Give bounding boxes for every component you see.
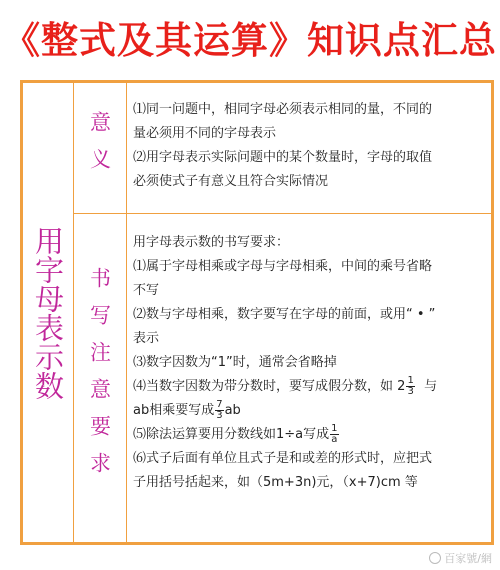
rules-content (133, 231, 481, 495)
fraction-numerator-2: 7 (216, 399, 223, 410)
division-fraction (330, 424, 338, 445)
label-cell-rules (73, 213, 126, 542)
rule-1-line-1: ⑴属于字母相乘或字母与字母相乘，中间的乘号省略 (133, 259, 433, 274)
label-meaning: 意义 (87, 111, 112, 185)
rule-4-line-2 (133, 399, 481, 423)
row-divider (73, 213, 491, 214)
rules-intro: 用字母表示数的书写要求： (133, 235, 290, 250)
summary-table (20, 80, 494, 545)
watermark (429, 550, 492, 566)
rule-1-line-2: 不写 (133, 283, 160, 298)
fraction-numerator-3: 1 (331, 423, 338, 434)
improper-fraction (215, 400, 223, 421)
left-header-text: 用字母表示数 (31, 225, 65, 400)
meaning-line-1: ⑴同一问题中，相同字母必须表示相同的量，不同的 (133, 102, 433, 117)
label-cell-meaning (73, 83, 126, 213)
watermark-text: 百家號/網 (444, 552, 492, 565)
fraction-denominator-2: 3 (216, 410, 223, 421)
rule-3: ⑶数字因数为“1”时，通常会省略掉 (133, 355, 337, 370)
rule-5-text: ⑸除法运算要用分数线如1÷a写成 (133, 427, 330, 442)
fraction-numerator: 1 (407, 375, 414, 386)
rule-4-text-a: ⑷当数字因数为带分数时，要写成假分数，如 (133, 379, 394, 394)
watermark-icon (429, 552, 441, 564)
rule-6-line-1: ⑹式子后面有单位且式子是和或差的形式时，应把式 (133, 451, 433, 466)
meaning-line-4: 必须使式子有意义且符合实际情况 (133, 174, 329, 189)
rule-4-text-c: ab相乘要写成 (133, 403, 215, 418)
rule-4-line-1 (133, 375, 481, 399)
rule-4-text-d: ab (224, 403, 241, 418)
rule-2-line-2: 表示 (133, 331, 160, 346)
fraction-denominator-3: a (331, 434, 338, 445)
mixed-number-whole: 2 (397, 379, 406, 394)
rule-2-line-1: ⑵数与字母相乘，数字要写在字母的前面，或用“ • ” (133, 307, 436, 322)
meaning-line-2: 量必须用不同的字母表示 (133, 126, 277, 141)
page-title: 《整式及其运算》知识点汇总 (3, 19, 497, 62)
rule-4-text-b: 与 (424, 379, 438, 394)
divider-mid (126, 83, 127, 542)
label-rules: 书写注意要求 (87, 266, 112, 489)
meaning-content (133, 98, 481, 194)
fraction-denominator: 3 (407, 386, 414, 397)
left-header-cell (23, 83, 73, 542)
meaning-line-3: ⑵用字母表示实际问题中的某个数量时，字母的取值 (133, 150, 433, 165)
mixed-fraction (406, 376, 414, 397)
rule-6-line-2: 子用括号括起来，如（5m+3n)元，（x+7)cm 等 (133, 475, 418, 490)
rule-5 (133, 423, 481, 447)
